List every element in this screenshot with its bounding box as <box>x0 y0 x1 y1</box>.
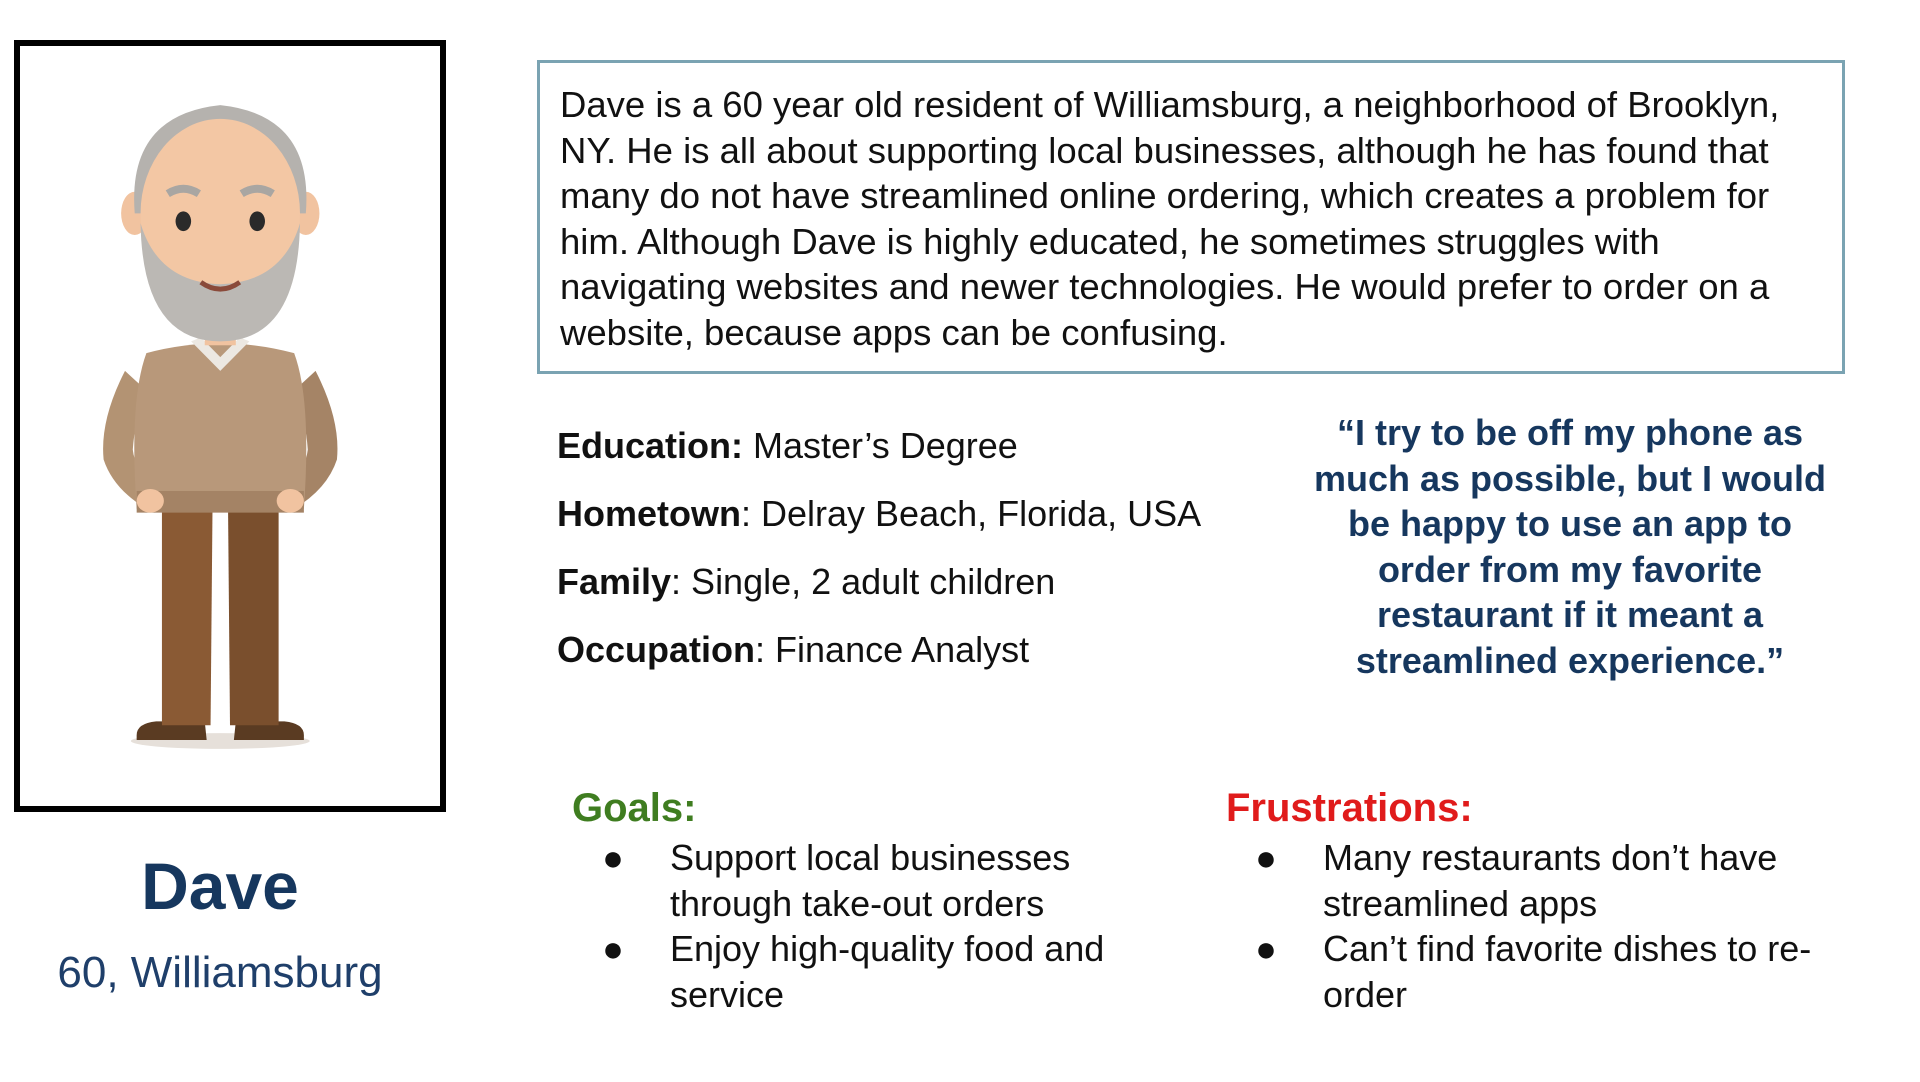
fact-hometown <box>557 488 1201 556</box>
list-item <box>598 926 1158 1017</box>
frustrations-list <box>1251 835 1851 1017</box>
fact-label: Occupation <box>557 629 756 670</box>
frustration-text: Many restaurants don’t have streamlined apps <box>1323 837 1778 924</box>
elderly-man-illustration-icon <box>20 46 440 806</box>
persona-quote: “I try to be off my phone as much as possible, but I would be happy to use an app to order from my favorite restaurant if it meant a streamlined experience.” <box>1313 412 1827 681</box>
goals-list <box>598 835 1158 1017</box>
list-item <box>1251 835 1851 926</box>
fact-value: Master’s Degree <box>743 425 1018 466</box>
fact-family <box>557 556 1201 624</box>
bullet-icon: ● <box>602 928 624 969</box>
persona-facts <box>557 420 1201 692</box>
persona-name: Dave <box>141 849 299 923</box>
bullet-icon: ● <box>1255 928 1277 969</box>
fact-label: Hometown <box>557 493 741 534</box>
fact-value: : Single, 2 adult children <box>671 561 1056 602</box>
goal-text: Enjoy high-quality food and service <box>670 928 1105 1015</box>
bullet-icon: ● <box>602 837 624 878</box>
fact-label: Family <box>557 561 672 602</box>
goal-text: Support local businesses through take-out orders <box>670 837 1071 924</box>
fact-education <box>557 420 1201 488</box>
goals-title: Goals: <box>572 786 697 830</box>
frustrations-title: Frustrations: <box>1226 786 1473 830</box>
fact-value: : Finance Analyst <box>755 629 1030 670</box>
persona-subtitle: 60, Williamsburg <box>57 948 383 997</box>
list-item <box>1251 926 1851 1017</box>
fact-occupation <box>557 624 1201 692</box>
list-item <box>598 835 1158 926</box>
persona-bio: Dave is a 60 year old resident of Williamsburg, a neighborhood of Brooklyn, NY. He is all about supporting local businesses, although he has found that many do not have streamlined online ordering, which creates a problem for him. Although Dave is highly educated, he sometimes struggles with navigating websites and newer technologies. He would prefer to order on a website, because apps can be confusing. <box>537 60 1845 374</box>
fact-label: Education: <box>557 425 743 466</box>
fact-value: : Delray Beach, Florida, USA <box>741 493 1202 534</box>
bullet-icon: ● <box>1255 837 1277 878</box>
persona-portrait <box>14 40 446 812</box>
frustration-text: Can’t find favorite dishes to re-order <box>1323 928 1812 1015</box>
